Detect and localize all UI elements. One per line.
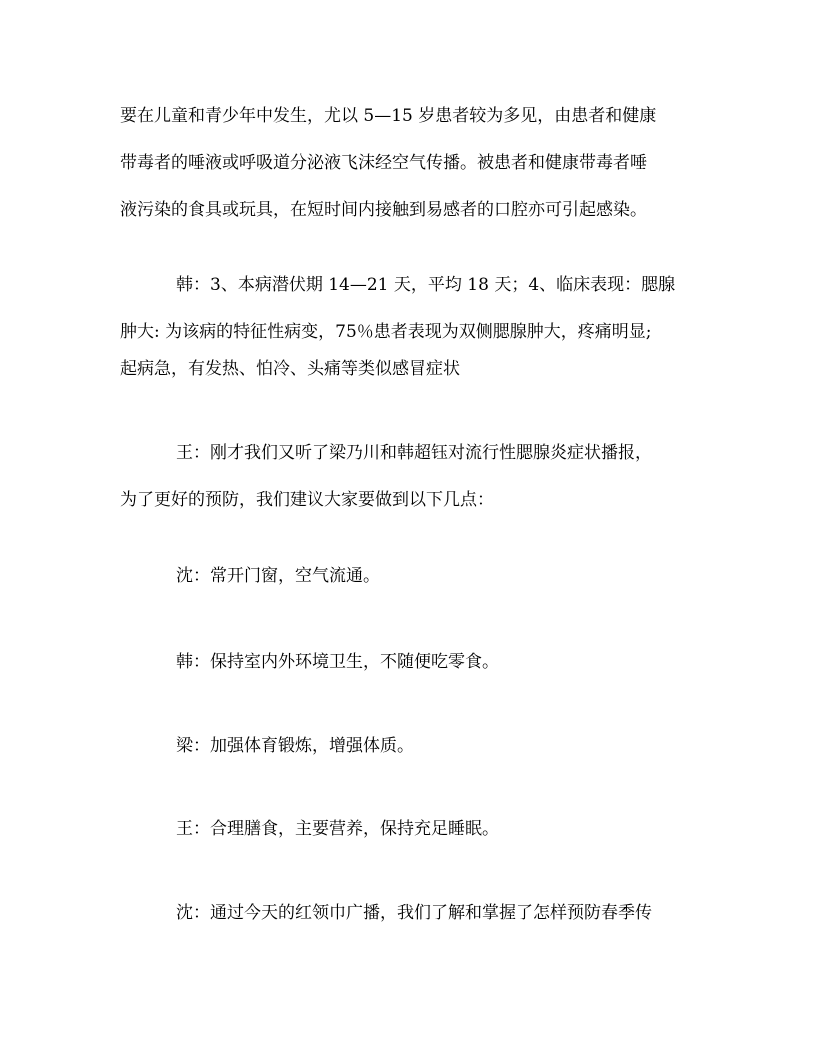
paragraph-6-line-1: 梁：加强体育锻炼，增强体质。 — [176, 736, 414, 756]
paragraph-3-line-2: 为了更好的预防，我们建议大家要做到以下几点： — [120, 490, 494, 510]
paragraph-2-line-3: 起病急，有发热、怕冷、头痛等类似感冒症状 — [120, 359, 460, 379]
paragraph-1-line-2: 带毒者的唾液或呼吸道分泌液飞沫经空气传播。被患者和健康带毒者唾 — [120, 153, 647, 173]
paragraph-4-line-1: 沈：常开门窗，空气流通。 — [176, 566, 380, 586]
paragraph-2-line-1: 韩：3、本病潜伏期 14—21 天，平均 18 天；4、临床表现：腮腺 — [176, 275, 676, 295]
paragraph-8-line-1: 沈：通过今天的红领巾广播，我们了解和掌握了怎样预防春季传 — [176, 903, 652, 923]
paragraph-3-line-1: 王：刚才我们又听了梁乃川和韩超钰对流行性腮腺炎症状播报， — [176, 443, 652, 463]
paragraph-7-line-1: 王：合理膳食，主要营养，保持充足睡眠。 — [176, 819, 499, 839]
paragraph-5-line-1: 韩：保持室内外环境卫生，不随便吃零食。 — [176, 652, 499, 672]
paragraph-1-line-1: 要在儿童和青少年中发生，尤以 5—15 岁患者较为多见，由患者和健康 — [120, 106, 657, 126]
paragraph-2-line-2: 肿大: 为该病的特征性病变，75％患者表现为双侧腮腺肿大，疼痛明显; — [120, 322, 652, 342]
paragraph-1-line-3: 液污染的食具或玩具，在短时间内接触到易感者的口腔亦可引起感染。 — [120, 200, 647, 220]
